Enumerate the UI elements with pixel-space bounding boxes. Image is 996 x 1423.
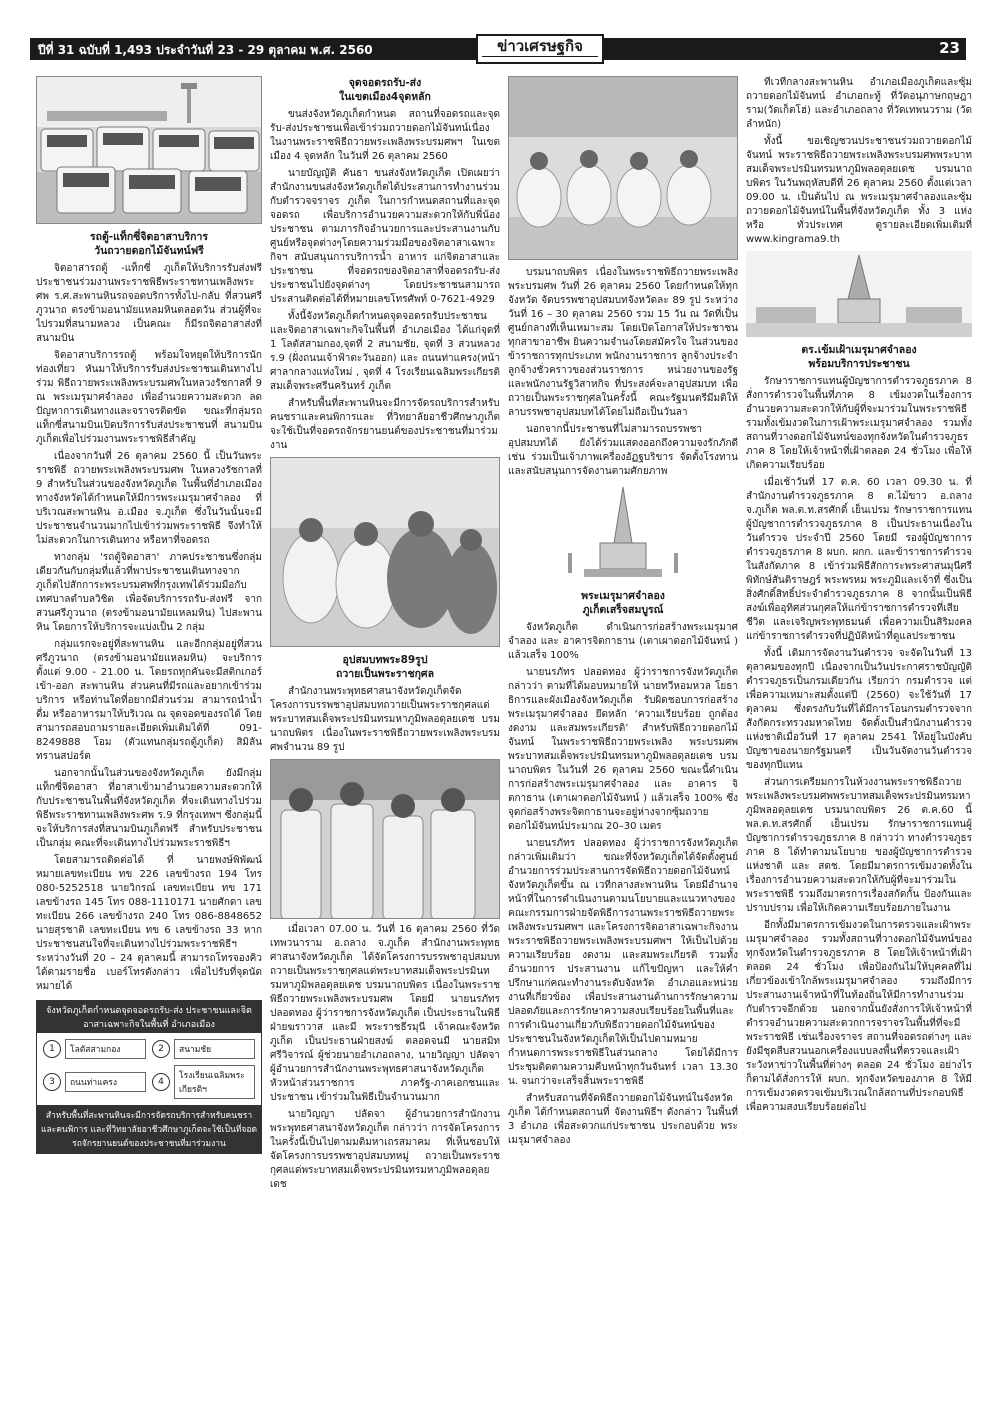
paragraph: รักษาราชการแทนผู้บัญชาการตำรวจภูธรภาค 8 สั่งการตำรวจในพื้นที่ภาค 8 เข้มงวดในเรื่องการอำนวยความสะดวกให้กับผู้ที่จะมาร่วมในพระราชพิธี รวมทั้งเข้มงวดในการเฝ้าพระเมรุมาศจำลอง รวมทั้งสถานที่วางดอกไม้จันทน์ของทุกจังหวัดในตำรวจภูธรภาค 8 โดยให้เจ้าหน้าที่เฝ้าตลอด 24 ชั่วโมง เพื่อให้เกิดความเรียบร้อย <box>746 376 972 471</box>
issue-line: ปีที่ 31 ฉบับที่ 1,493 ประจำวันที่ 23 - 29 ตุลาคม พ.ศ. 2560 <box>38 43 373 57</box>
caption-text: พระเมรุมาศจำลอง ภูเก็ตเสร็จสมบูรณ์ <box>581 590 665 616</box>
paragraph: โดยสามารถติดต่อได้ ที่ นายพงษ์พิพัฒน์ หมายเลขทะเบียน ทข 226 เลขข้างรถ 194 โทร 080-5252518 นายวิกรณ์ เลขทะเบียน ทข 171 เลขข้างรถ 145 โทร 088-1110171 นายศักดา เลขทะเบียน 266 เลขข้างรถ 240 โทร 086-8848652 นายสุรชาติ เลขทะเบียน ทข 6 เลขข้างรถ 33 หากประชาชนสนใจที่จะเดินทางไปร่วมพระราชพิธีฯ ระหว่างวันที่ 20 – 24 ตุลาคมนี้ สามารถโทรจองคิว ได้ตามรายชื่อ เบอร์โทรดังกล่าว เพื่อไปรับที่จุดนัดหมายได้ <box>36 855 262 992</box>
newspaper-logo <box>476 34 604 64</box>
parking-point-2 <box>152 1039 255 1059</box>
photo-crematorium <box>508 483 738 583</box>
paragraph: ทั้งนี้ ขอเชิญชวนประชาชนร่วมถวายดอกไม้จันทน์ พระราชพิธีถวายพระเพลิงพระบรมศพพระบาทสมเด็จพระปรมินทรมหาภูมิพลอดุลยเดช บรมนาถบพิตร ในวันพฤหัสบดีที่ 26 ตุลาคม 2560 ตั้งแต่เวลา 09.00 น. เป็นต้นไป ณ พระเมรุมาศจำลองและซุ้มถวายดอกไม้จันทน์ในพื้นที่จังหวัดภูเก็ต ทั้ง 3 แห่ง หรือ ทั่วประเทศ ดูรายละเอียดเพิ่มเติมที่ www.kingrama9.th <box>746 136 972 245</box>
box-footer: สำหรับพื้นที่สะพานหินจะมีการจัดรถบริการสำหรับคนชราและคนพิการ และที่วิทยาลัยอาชีวศึกษาภูเก็ตจะใช้เป็นที่จอดรถจักรยานยนต์ของประชาชนที่มาร่วมงาน <box>37 1105 261 1153</box>
caption-text: อุปสมบทพระ89รูป ถวายเป็นพระราชกุศล <box>335 654 435 680</box>
column-1 <box>36 76 262 1154</box>
logo-text: ข่าวเศรษฐกิจ <box>497 37 583 55</box>
paragraph: ส่วนการเตรียมการในห้วงงานพระราชพิธีถวายพระเพลิงพระบรมศพพระบาทสมเด็จพระปรมินทรมหาภูมิพลอดุลยเดช บรมนาถบพิตร 26 ต.ค.60 นี้ พล.ต.ท.สรศักดิ์ เย็นเปรม รักษาราชการแทนผู้บัญชาการตำรวจภูธรภาค 8 กล่าวว่า ทางตำรวจภูธรภาค 8 ได้ทำตามนโยบาย ของผู้บัญชาการตำรวจแห่งชาติ และ สตช. โดยมีมาตรการเข้มงวดทั้งในเรื่องการอำนวยความสะดวกให้กับผู้ที่จะมาร่วมในพระราชพิธี รวมถึงมาตรการเรื่องสกัดกั้น ป้องกันและปราบปราม เพื่อให้เกิดความเรียบร้อยภายในงาน <box>746 777 972 914</box>
column-4 <box>746 76 972 1118</box>
paragraph: นอกจากนั้นในส่วนของจังหวัดภูเก็ต ยังมีกลุ่ม แท็กซี่จิตอาสา ที่อาสาเข้ามาอำนวยความสะดวกให้กับประชาชนในพื้นที่จังหวัดภูเก็ต ที่จะเดินทางไปร่วมพิธีพระราชทานเพลิงพระศพ ร.9 ที่กรุงเทพฯ ซึ่งกลุ่มนี้จะให้บริการส่งที่สนามบินภูเก็ตฟรี สำหรับประชาชนเป็นกลุ่ม คณะที่จะเดินทางไปร่วมพระราชพิธีฯ <box>36 768 262 849</box>
caption-police <box>746 343 972 371</box>
caption-text: รถตู้-แท็กซี่จิตอาสาบริการ วันถวายดอกไม้จันทน์ฟรี <box>89 231 209 257</box>
box-title: จังหวัดภูเก็ตกำหนดจุดจอดรถรับ-ส่ง ประชาชนและจิตอาสาเฉพาะกิจในพื้นที่ อำเภอเมือง <box>37 1001 261 1033</box>
caption-text: จุดจอดรถรับ-ส่ง ในเขตเมือง4จุดหลัก <box>339 77 431 103</box>
point-number: 3 <box>43 1073 61 1091</box>
point-label: สนามชัย <box>174 1039 255 1059</box>
paragraph: จังหวัดภูเก็ต ดำเนินการก่อสร้างพระเมรุมาศจำลอง และ อาคารจิตกาธาน (เตาเผาดอกไม้จันทน์ ) แล้วเสร็จ 100% <box>508 622 738 661</box>
point-number: 4 <box>152 1073 170 1091</box>
paragraph: ทั้งนี้ เดิมการจัดงานวันตำรวจ จะจัดในวันที่ 13 ตุลาคมของทุกปี เนื่องจากเป็นวันประกาศราชบัญญัติตำรวจภูธรเป็นกรมเดียวกัน เรียกว่า กรมตำรวจ แต่เพื่อความเหมาะสมตั้งแต่ปี (2560) จะใช้วันที่ 17 ตุลาคม ซึ่งตรงกับวันที่ได้มีการโอนกรมตำรวจจากสังกัดกระทรวงมหาดไทย จัดตั้งเป็นสำนักงานตำรวจแห่งชาติเมื่อวันที่ 17 ตุลาคม 2541 ให้อยู่ในบังคับบัญชาของนายกรัฐมนตรี เป็นวันจัดงานวันตำรวจของทุกปีแทน <box>746 648 972 771</box>
parking-point-4 <box>152 1065 255 1099</box>
caption-van-service <box>36 230 262 258</box>
paragraph: จิตอาสารถตู้ -แท็กซี่ ภูเก็ตให้บริการรับส่งฟรี ประชาชนร่วมงานพระราชพิธีพระราชทานเพลิงพระศพ ร.ศ.สะพานหินรถจอดบริการทั้งไป-กลับ ที่สวนศรีภูวนาถ ตรงข้ามอนามัยแหลมหินตลอดวัน ส่วนผู้ที่จะไปรวมที่สนามหลวง เป็นคณะ ก็มีรถจิตอาสาส่งที่สนามบิน <box>36 263 262 344</box>
paragraph: ขนส่งจังหวัดภูเก็ตกำหนด สถานที่จอดรถและจุดรับ-ส่งประชาชนเพื่อเข้าร่วมถวายดอกไม้จันทน์เนื่องในงานพระราชพิธีถวายพระเพลิงพระบรมศพฯ ในเขตเมือง 4 จุดหลัก ในวันที่ 26 ตุลาคม 2560 <box>270 109 500 162</box>
paragraph: นายวิญญา ปลัดจา ผู้อำนวยการสำนักงานพระพุทธศาสนาจังหวัดภูเก็ต กล่าวว่า การจัดโครงการในครั้งนี้เป็นไปตามมติมหาเถรสมาคม ที่เห็นชอบให้จัดโครงการบรรพชาอุปสมบทหมู่ ถวายเป็นพระราชกุศลแด่พระบาทสมเด็จพระปรมินทรมหาภูมิพลอดุลยเดช <box>270 1109 500 1190</box>
paragraph: นายนรภัทร ปลอดทอง ผู้ว่าราชการจังหวัดภูเก็ต กล่าวว่า ตามที่ได้มอบหมายให้ นายทวีหอมหวล โยธาธิการและผังเมืองจังหวัดภูเก็ต รับผิดชอบการก่อสร้างพระเมรุมาศจำลอง ยึดหลัก ‘ความเรียบร้อย ถูกต้อง งดงาม และสมพระเกียรติ’ สำหรับพิธีถวายดอกไม้จันทน์ ในพระราชพิธีถวายพระเพลิง พระบรมศพ พระบาทสมเด็จพระปรมินทรมหาภูมิพลอดุลยเดช บรมนาถบพิตร ในวันที่ 26 ตุลาคม 2560 ขณะนี้ดำเนินการก่อสร้างพระเมรุมาศจำลอง และ อาคาร จิตกาธาน (เตาเผาดอกไม้จันทน์ ) แล้วเสร็จ 100% ซึ่งจุดก่อสร้างพระจิตกาธานจะอยู่ห่างจากซุ้มถวายดอกไม้จันทน์ประมาณ 20–30 เมตร <box>508 667 738 832</box>
paragraph: บรมนาถบพิตร เนื่องในพระราชพิธีถวายพระเพลิงพระบรมศพ วันที่ 26 ตุลาคม 2560 โดยกำหนดให้ทุกจังหวัด จัดบรรพชาอุปสมบทจังหวัดละ 89 รูป ระหว่างวันที่ 16 – 30 ตุลาคม 2560 รวม 15 วัน ณ วัดที่เป็นศูนย์กลางที่เห็นเหมาะสม โดยเปิดโอกาสให้ประชาชนทุกสาขาอาชีพ ยินความจำนงโดยสมัครใจ ในส่วนของข้าราชการทุกประเภท พนักงานราชการ ลูกจ้างประจำ ลูกจ้างชั่วคราวของส่วนราชการ หน่วยงานของรัฐ และพนักงานรัฐวิสาหกิจ ที่ประสงค์จะลาอุปสมบท เพื่อถวายเป็นพระราชกุศลในครั้งนี้ คณะรัฐมนตรีมีมติให้ลาบรรพชาอุปสมบทได้โดยไม่ถือเป็นวันลา <box>508 267 738 418</box>
photo-vans <box>36 76 262 224</box>
parking-point-1 <box>43 1039 146 1059</box>
page-number: 23 <box>939 39 960 57</box>
paragraph: เนื่องจากวันที่ 26 ตุลาคม 2560 นี้ เป็นวันพระราชพิธี ถวายพระเพลิงพระบรมศพ ในหลวงรัชกาลที่ 9 สำหรับในส่วนของจังหวัดภูเก็ต ในพื้นที่อำเภอเมือง ทางจังหวัดได้กำหนดให้มีการพระเมรุมาศจำลอง ที่บริเวณสะพานหิน อ.เมือง จ.ภูเก็ต ซึ่งในวันนั้นจะมีประชาชนจำนวนมากไปเข้าร่วมพระราชพิธี จึงทำให้ไม่สะดวกในการเดินทาง หรือหาที่จอดรถ <box>36 451 262 546</box>
page-header <box>30 34 966 66</box>
point-number: 2 <box>152 1040 170 1058</box>
photo-monks-seated <box>508 76 738 260</box>
caption-ordination <box>270 653 500 681</box>
point-label: โรงเรียนเฉลิมพระเกียรติฯ <box>174 1065 255 1099</box>
paragraph: เมื่อเวลา 07.00 น. วันที่ 16 ตุลาคม 2560 ที่วัดเทพวนาราม อ.ถลาง จ.ภูเก็ต สำนักงานพระพุทธศาสนาจังหวัดภูเก็ต ได้จัดโครงการบรรพชาอุปสมบทถวายเป็นพระราชกุศลแด่พระบาทสมเด็จพระปรมินทรมหาภูมิพลอดุลยเดช บรมนาถบพิตร เนื่องในพระราชพิธีถวายพระเพลิงพระบรมศพ โดยมี นายนรภัทร ปลอดทอง ผู้ว่าราชการจังหวัดภูเก็ต เป็นประธานในพิธีฝ่ายฆราวาส และมี พระราชธีรมุนี เจ้าคณะจังหวัดภูเก็ต เป็นประธานฝ่ายสงฆ์ ตลอดจนมี นายสมิท ศรีวิจารณ์ ผู้ช่วยนายอำเภอถลาง, นายวิญญา ปลัดจา ผู้อำนวยการสำนักงานพระพุทธศาสนาจังหวัดภูเก็ต หัวหน้าส่วนราชการ ภาครัฐ-ภาคเอกชนและประชาชน เข้าร่วมในพิธีเป็นจำนวนมาก <box>270 924 500 1103</box>
paragraph: จิตอาสาบริการรถตู้ พร้อมใจหยุดให้บริการนักท่องเที่ยว หันมาให้บริการรับส่งประชาชนเดินทางไปร่วม พิธีถวายพระเพลิงพระบรมศพในหลวงรัชกาลที่ 9 ณ พระเมรุมาศจำลอง เพื่ออำนวยความสะดวก ลดปัญหาการเดินทางและจราจรติดขัด ขณะที่กลุ่มรถแท็กซี่สนามบินเปิดบริการรับส่งประชาชนที่ สนามบินภูเก็ตเพื่อไปร่วมงานพระราชพิธีสำคัญ <box>36 350 262 445</box>
parking-points-box <box>36 1000 262 1154</box>
caption-text: ตร.เข้มเฝ้าเมรุมาศจำลอง พร้อมบริการประชาชน <box>801 344 917 370</box>
paragraph: สำนักงานพระพุทธศาสนาจังหวัดภูเก็ตจัดโครงการบรรพชาอุปสมบทถวายเป็นพระราชกุศลแด่พระบาทสมเด็จพระปรมินทรมหาภูมิพลอดุลยเดช บรมนาถบพิตร เนื่องในพระราชพิธีถวายพระเพลิงพระบรมศพจำนวน 89 รูป <box>270 686 500 753</box>
paragraph: ทางกลุ่ม 'รถตู้จิตอาสา' ภาคประชาชนซึ่งกลุ่มเดียวกันกับกลุ่มที่แล้วที่พาประชาชนเดินทางจากภูเก็ตไปสักการะพระบรมศพที่กรุงเทพได้ร่วมมือกับเทศบาลตำบลวิชิต เพื่อจัดบริการรถรับ-ส่งฟรี จากสวนศรีภูวนาถ (ตรงข้ามอนามัยแหลมหิน) ไปสะพานหิน โดยการให้บริการจะแบ่งเป็น 2 กลุ่ม <box>36 552 262 633</box>
photo-officials <box>270 759 500 919</box>
paragraph: อีกทั้งมีมาตรการเข้มงวดในการตรวจและเฝ้าพระเมรุมาศจำลอง รวมทั้งสถานที่วางดอกไม้จันทน์ของทุกจังหวัดในตำรวจภูธรภาค 8 โดยให้เจ้าหน้าที่เฝ้าตลอด 24 ชั่วโมง เพื่อป้องกันไม่ให้บุคคลที่ไม่เกี่ยวข้องเข้าใกล้พระเมรุมาศจำลอง รวมถึงมีการประสานงานเจ้าหน้าที่ในท้องถิ่นให้มีการทำงานร่วมกับตำรวจอีกด้วย นอกจากนั้นยังสั่งการให้เจ้าหน้าที่ตำรวจอำนวยความสะดวกการจราจรในพื้นที่ที่จะมีพระราชพิธี เช่นเรื่องจราจร สถานที่จอดรถต่างๆ และยังมีชุดสืบสวนนอกเครื่องแบบลงพื้นที่ตรวจและเฝ้าระวังหาข่าวในพื้นที่ต่างๆ ตลอด 24 ชั่วโมง อย่างไรก็ตามได้สั่งการให้ ผบก. ทุกจังหวัดของภาค 8 ให้มีการเข้มงวดตรวจเข้มบริเวณใกล้สถานที่ประกอบพิธีเพื่อความสงบเรียบร้อยต่อไป <box>746 920 972 1113</box>
point-label: โลตัสสามกอง <box>65 1039 146 1059</box>
paragraph: ที่เวทีกลางสะพานหิน อำเภอเมืองภูเก็ตและซุ้มถวายดอกไม้จันทน์ อำเภอกะทู้ ที่วัดอนุภาษกฤษฎาราม(วัดเก็ตโฮ่) และอำเภอถลาง ที่วัดเทพนวราม (วัดลำหนัก) <box>746 77 972 130</box>
column-2 <box>270 76 500 1195</box>
caption-crematorium <box>508 589 738 617</box>
paragraph: นายนรภัทร ปลอดทอง ผู้ว่าราชการจังหวัดภูเก็ต กล่าวเพิ่มเติมว่า ขณะที่จังหวัดภูเก็ตได้จัดตั้งศูนย์อำนวยการร่วมประสานการจัดพิธีถวายดอกไม้จันทน์จังหวัดภูเก็ตขึ้น ณ เวทีกลางสะพานหิน โดยมีอำนาจหน้าที่ในการดำเนินงานตามนโยบายและแนวทางของคณะกรรมการฝ่ายจัดพิธีการงานพระราชพิธีถวายพระเพลิงพระบรมศพฯ และโครงการจิตอาสาเฉพาะกิจงานพระราชพิธีถวายพระเพลิงพระบรมศพฯ ให้เป็นไปด้วยความเรียบร้อย งดงาม และสมพระเกียรติ รวมทั้งอำนวยการ ประสานงาน แก้ไขปัญหา และให้คำปรึกษาแก่คณะทำงานระดับจังหวัด อำเภอและหน่วยงานที่เกี่ยวข้อง เพื่อประสานงานด้านการรักษาความปลอดภัยและการรักษาความสงบเรียบร้อยในพื้นที่และการดำเนินงานเกี่ยวกับพิธีถวายดอกไม้จันทน์ของประชาชนในจังหวัดภูเก็ตให้เป็นไปตามหมายกำหนดการพระราชพิธีในส่วนกลาง โดยได้มีการประชุมติดตามความคืบหน้าทุกวันจันทร์ เวลา 13.30 น. จนกว่าจะเสร็จสิ้นพระราชพิธี <box>508 838 738 1087</box>
paragraph: กลุ่มแรกจะอยู่ที่สะพานหิน และอีกกลุ่มอยู่ที่สวนศรีภูวนาถ (ตรงข้ามอนามัยแหลมหิน) จะบริการตั้งแต่ 9.00 - 21.00 น. โดยรถทุกคันจะมีสติกเกอร์ เข้า-ออก สะพานหิน ส่วนคนที่มีรถและอยากเข้าร่วมบริการ หรือท่านใดที่อยากมีส่วนร่วม สามารถนำน้ำดื่ม หรืออาหารมาให้บริเวณ ณ จุดจอดของรถได้ โดยสามารถสอบถามรายละเอียดเพิ่มเติมได้ที่ 091-8249888 โอม (ตัวแทนกลุ่มรถตู้ภูเก็ต) สิมิลัน ทรานสปอร์ต <box>36 639 262 762</box>
point-label: ถนนท่าแครง <box>65 1072 146 1092</box>
point-number: 1 <box>43 1040 61 1058</box>
paragraph: ทั้งนี้จังหวัดภูเก็ตกำหนดจุดจอดรถรับประชาชนและจิตอาสาเฉพาะกิจในพื้นที่ อำเภอเมือง ได้แก่จุดที่ 1 โลตัสสามกอง,จุดที่ 2 สนามชัย, จุดที่ 3 สวนหลวง ร.9 (ฝั่งถนนเจ้าฟ้าตะวันออก) และ ถนนท่าแครง(หน้าศาลากลางแห่งใหม่ , จุดที่ 4 โรงเรียนเฉลิมพระเกียรติสมเด็จพระศรีนครินทร์ ภูเก็ต <box>270 311 500 392</box>
paragraph: เมื่อเช้าวันที่ 17 ต.ค. 60 เวลา 09.30 น. ที่สำนักงานตำรวจภูธรภาค 8 ต.ไม้ขาว อ.ถลาง จ.ภูเก็ต พล.ต.ท.สรศักดิ์ เย็นเปรม รักษาราชการแทนผู้บัญชาการตำรวจภูธรภาค 8 เป็นประธานเนื่องในวันตำรวจ ประจำปี 2560 โดยมี รองผู้บัญชาการตำรวจภูธรภาค 8 ผบก. ผกก. และข้าราชการตำรวจในสังกัดภาค 8 เข้าร่วมพิธีสักการะพระศาสนมุนีศรีพิทักษ์สันติราษฎร์ พระพรหม พระภูมิและเจ้าที่ ซึ่งเป็นสิ่งศักดิ์สิทธิ์ประจำตำรวจภูธรภาค 8 จากนั้นเป็นพิธีสงฆ์เพื่ออุทิศส่วนกุศลให้แก่ข้าราชการตำรวจที่เสียชีวิต และเจริญพระพุทธมนต์ เพื่อความเป็นสิริมงคลแก่ข้าราชการตำรวจที่ปฏิบัติหน้าที่ดูแลประชาชน <box>746 477 972 642</box>
caption-parking <box>270 76 500 104</box>
paragraph: นอกจากนี้ประชาชนที่ไม่สามารถบรรพชาอุปสมบทได้ ยังได้ร่วมแสดงออกถึงความจงรักภักดี เช่น ร่วมเป็นเจ้าภาพเครื่องอัฏฐบริขาร จัดตั้งโรงทาน และสนับสนุนการจัดงานตามศักยภาพ <box>508 424 738 477</box>
paragraph: นายบัญญัติ คันธา ขนส่งจังหวัดภูเก็ต เปิดเผยว่า สำนักงานขนส่งจังหวัดภูเก็ตได้ประสานการทำงานร่วมกับตำรวจจราจร ภูเก็ต ในการกำหนดสถานที่และจุดจอดรถ เพื่อบริการอำนวยความสะดวกให้กับพี่น้องประชาชน ตามภารกิจอำนวยการและประสานงานกับศูนย์หรือจุดต่างๆโดยความร่วมมือของจิตอาสาเฉพาะกิจฯ สนับสนุนการบริการน้ำ อาหาร แก่จิตอาสาและประชาชน ที่จอดรถของจิตอาสาที่จอดรถรับ-ส่งประชาชนไปยังจุดต่างๆ โดยประชาชนสามารถประสานติดต่อได้ที่หมายเลขโทรศัพท์ 0-7621-4929 <box>270 168 500 305</box>
paragraph: สำหรับสถานที่จัดพิธีถวายดอกไม้จันทน์ในจังหวัดภูเก็ต ได้กำหนดสถานที่ จัดงานพิธีฯ ดังกล่าว ในพื้นที่ 3 อำเภอ เพื่อสะดวกแก่ประชาชน ประกอบด้วย พระเมรุมาศจำลอง <box>508 1093 738 1146</box>
photo-ordination-monks <box>270 457 500 647</box>
paragraph: สำหรับพื้นที่สะพานหินจะมีการจัดรถบริการสำหรับคนชราและคนพิการและ ที่วิทยาลัยอาชีวศึกษาภูเก็ตจะใช้เป็นที่จอดรถจักรยานยนต์ของประชาชนที่มาร่วมงาน <box>270 398 500 451</box>
column-3 <box>508 76 738 1151</box>
photo-pavilion <box>746 251 972 337</box>
parking-point-3 <box>43 1065 146 1099</box>
